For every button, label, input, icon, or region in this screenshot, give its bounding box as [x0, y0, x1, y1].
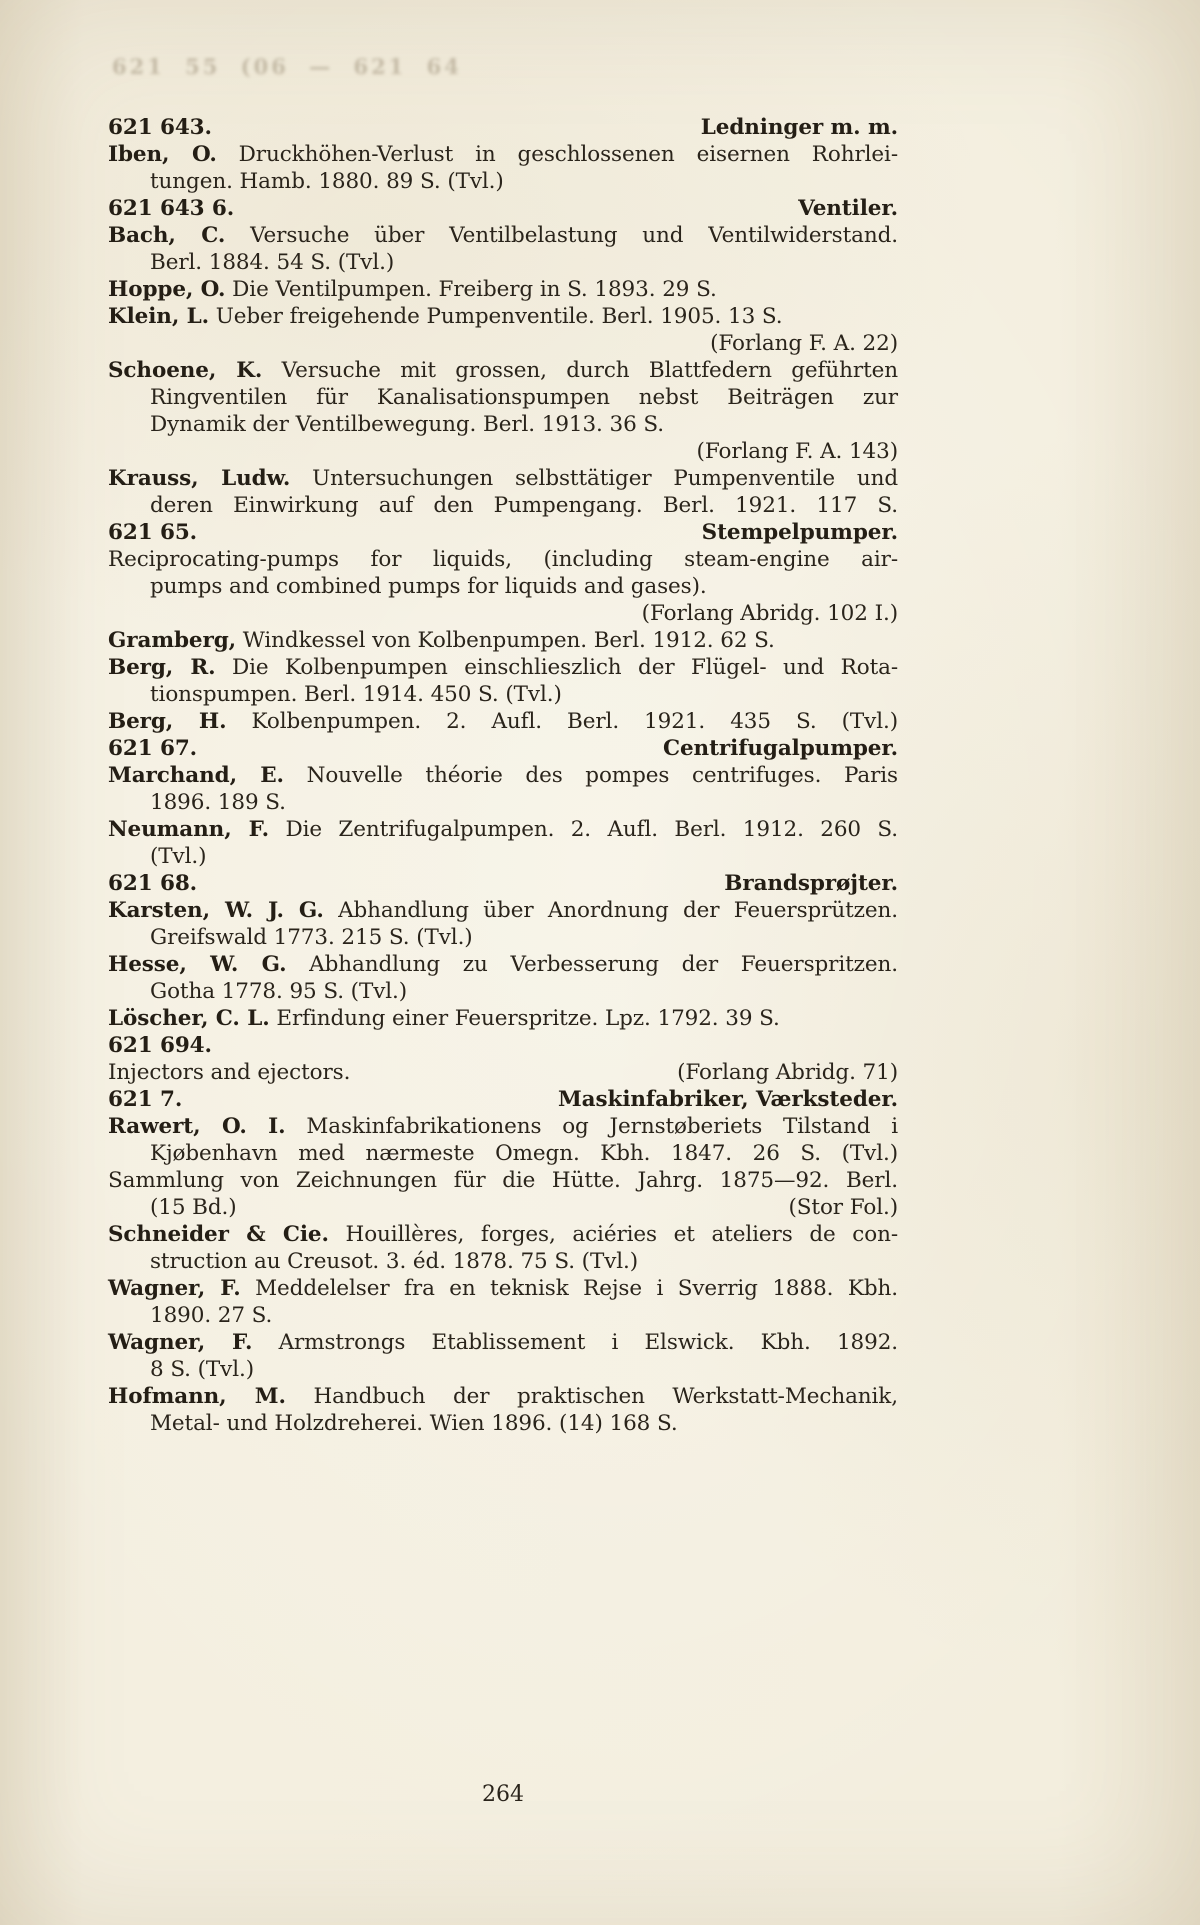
entry-line [108, 357, 898, 384]
body-text: Die Zentrifugalpumpen. 2. Aufl. Berl. 1912. 260 S. [269, 817, 898, 842]
bold-text: Löscher, C. L. [108, 1006, 270, 1031]
entry-line [108, 789, 898, 816]
entry-line [108, 1248, 898, 1275]
bold-text: Gramberg, [108, 628, 237, 653]
line-right [677, 1059, 898, 1086]
bold-text: 621 643. [108, 115, 212, 140]
bold-text: Wagner, F. [108, 1276, 241, 1301]
body-text: Ueber freigehende Pumpenventile. Berl. 1905. 13 S. [209, 304, 783, 329]
body-text: tionspumpen. Berl. 1914. 450 S. (Tvl.) [150, 682, 562, 707]
bleedthrough-ghost-text: 621 55 (06 — 621 64 [112, 54, 462, 79]
section-heading-line [108, 114, 898, 141]
bold-text: Klein, L. [108, 304, 210, 329]
body-text: Kolbenpumpen. 2. Aufl. Berl. 1921. 435 S. (Tvl.) [226, 709, 898, 734]
entry-line [108, 1275, 898, 1302]
body-text: 1896. 189 S. [150, 790, 286, 815]
line-left [108, 114, 212, 141]
body-text: Kjøbenhavn med nærmeste Omegn. Kbh. 1847. 26 S. (Tvl.) [150, 1141, 898, 1166]
line-right [724, 870, 898, 897]
entry-line [108, 492, 898, 519]
body-text: Berl. 1884. 54 S. (Tvl.) [150, 250, 395, 275]
bold-text: Krauss, Ludw. [108, 466, 291, 491]
bold-text: Ledninger m. m. [700, 115, 898, 140]
bold-text: 621 68. [108, 871, 198, 896]
body-text: (Forlang F. A. 22) [710, 331, 898, 356]
body-text: Windkessel von Kolbenpumpen. Berl. 1912. 62 S. [236, 628, 775, 653]
reference-line [108, 600, 898, 627]
entry-line [108, 411, 898, 438]
entry-line [108, 222, 898, 249]
entry-line [108, 951, 898, 978]
body-text: deren Einwirkung auf den Pumpengang. Berl. 1921. 117 S. [150, 493, 898, 518]
split-line [108, 1059, 898, 1086]
line-left [108, 1086, 182, 1113]
body-text: Maskinfabrikationens og Jernstøberiets Tilstand i [285, 1114, 899, 1139]
bold-text: 621 65. [108, 520, 198, 545]
section-heading-line [108, 195, 898, 222]
entry-line [108, 303, 898, 330]
entry-line [108, 1167, 898, 1194]
entry-line [108, 978, 898, 1005]
entry-line [108, 249, 898, 276]
body-text: Erfindung einer Feuerspritze. Lpz. 1792. 39 S. [269, 1006, 780, 1031]
section-heading-line [108, 519, 898, 546]
body-text: Untersuchungen selbsttätiger Pumpenventile und [290, 466, 898, 491]
body-text: Versuche über Ventilbelastung und Ventilwiderstand. [225, 223, 898, 248]
entry-line [108, 546, 898, 573]
line-right [558, 1086, 898, 1113]
entry-line [108, 168, 898, 195]
body-text: Dynamik der Ventilbewegung. Berl. 1913. 36 S. [150, 412, 665, 437]
body-text: Die Kolbenpumpen einschlieszlich der Flügel- und Rota- [215, 655, 898, 680]
bold-text: Rawert, O. I. [108, 1114, 286, 1139]
body-text: Houillères, forges, aciéries et ateliers de con- [328, 1222, 898, 1247]
line-right [702, 519, 898, 546]
line-left [108, 195, 234, 222]
bold-text: Berg, R. [108, 655, 216, 680]
bold-text: Marchand, E. [108, 763, 284, 788]
body-text: Sammlung von Zeichnungen für die Hütte. Jahrg. 1875—92. Berl. [108, 1168, 898, 1193]
entry-line [108, 1113, 898, 1140]
reference-line [108, 330, 898, 357]
split-line [108, 1194, 898, 1221]
line-left [108, 870, 197, 897]
body-text: Abhandlung zu Verbesserung der Feuerspritzen. [286, 952, 898, 977]
body-text: Meddelelser fra en teknisk Rejse i Sverrig 1888. Kbh. [240, 1276, 898, 1301]
entry-line [108, 384, 898, 411]
bold-text: Schoene, K. [108, 358, 263, 383]
section-heading-line [108, 735, 898, 762]
entry-line [108, 1140, 898, 1167]
page-number: 264 [482, 1782, 524, 1807]
entry-line [108, 708, 898, 735]
bold-text: 621 643 6. [108, 196, 235, 221]
line-right [663, 735, 898, 762]
entry-line [108, 1329, 898, 1356]
body-text: Handbuch der praktischen Werkstatt-Mechanik, [285, 1384, 898, 1409]
bold-text: 621 694. [108, 1033, 212, 1058]
body-text: Nouvelle théorie des pompes centrifuges. Paris [283, 763, 898, 788]
line-left [150, 1194, 237, 1221]
entry-line [108, 1032, 898, 1059]
bold-text: Stempelpumper. [701, 520, 898, 545]
body-text: 8 S. (Tvl.) [150, 1357, 255, 1382]
line-right [798, 195, 898, 222]
body-text: tungen. Hamb. 1880. 89 S. (Tvl.) [150, 169, 504, 194]
body-text: Abhandlung über Anordnung der Feuersprützen. [323, 898, 898, 923]
body-text: Injectors and ejectors. [108, 1060, 351, 1085]
entry-line [108, 843, 898, 870]
bold-text: Ventiler. [798, 196, 898, 221]
entry-line [108, 897, 898, 924]
body-text: pumps and combined pumps for liquids and gases). [150, 574, 707, 599]
entry-line [108, 1383, 898, 1410]
body-text: (Forlang Abridg. 71) [677, 1060, 898, 1085]
reference-line [108, 438, 898, 465]
line-right [701, 114, 898, 141]
body-text: (Stor Fol.) [788, 1195, 898, 1220]
body-text: Versuche mit grossen, durch Blattfedern geführten [262, 358, 898, 383]
bold-text: 621 67. [108, 736, 198, 761]
body-text: (Tvl.) [150, 844, 207, 869]
catalog-text-block [108, 114, 898, 1437]
line-right [789, 1194, 899, 1221]
section-heading-line [108, 1086, 898, 1113]
entry-line [108, 1356, 898, 1383]
body-text: 1890. 27 S. [150, 1303, 273, 1328]
section-heading-line [108, 870, 898, 897]
body-text: (Forlang F. A. 143) [696, 439, 898, 464]
entry-line [108, 762, 898, 789]
bold-text: Schneider & Cie. [108, 1222, 329, 1247]
body-text: (15 Bd.) [150, 1195, 237, 1220]
entry-line [108, 1302, 898, 1329]
line-left [108, 735, 197, 762]
entry-line [108, 681, 898, 708]
bold-text: Brandsprøjter. [724, 871, 898, 896]
body-text: Greifswald 1773. 215 S. (Tvl.) [150, 925, 473, 950]
entry-line [108, 627, 898, 654]
bold-text: 621 7. [108, 1087, 183, 1112]
entry-line [108, 573, 898, 600]
body-text: Gotha 1778. 95 S. (Tvl.) [150, 979, 408, 1004]
body-text: Ringventilen für Kanalisationspumpen nebst Beiträgen zur [150, 385, 898, 410]
bold-text: Iben, O. [108, 142, 217, 167]
entry-line [108, 1410, 898, 1437]
entry-line [108, 141, 898, 168]
bold-text: Berg, H. [108, 709, 227, 734]
line-left [108, 1059, 350, 1086]
entry-line [108, 924, 898, 951]
bold-text: Centrifugalpumper. [662, 736, 898, 761]
bold-text: Hesse, W. G. [108, 952, 287, 977]
entry-line [108, 465, 898, 492]
bold-text: Wagner, F. [108, 1330, 253, 1355]
body-text: Die Ventilpumpen. Freiberg in S. 1893. 29 S. [225, 277, 717, 302]
bold-text: Bach, C. [108, 223, 226, 248]
entry-line [108, 654, 898, 681]
bold-text: Maskinfabriker, Værksteder. [557, 1087, 898, 1112]
entry-line [108, 276, 898, 303]
entry-line [108, 1221, 898, 1248]
entry-line [108, 816, 898, 843]
line-left [108, 519, 197, 546]
bold-text: Hoppe, O. [108, 277, 226, 302]
body-text: Reciprocating-pumps for liquids, (including steam-engine air- [108, 547, 898, 572]
entry-line [108, 1005, 898, 1032]
body-text: Armstrongs Etablissement i Elswick. Kbh. 1892. [252, 1330, 899, 1355]
bold-text: Karsten, W. J. G. [108, 898, 324, 923]
body-text: Druckhöhen-Verlust in geschlossenen eisernen Rohrlei- [216, 142, 898, 167]
body-text: Metal- und Holzdreherei. Wien 1896. (14) 168 S. [150, 1411, 678, 1436]
bold-text: Neumann, F. [108, 817, 270, 842]
body-text: (Forlang Abridg. 102 I.) [641, 601, 898, 626]
body-text: struction au Creusot. 3. éd. 1878. 75 S. (Tvl.) [150, 1249, 639, 1274]
bold-text: Hofmann, M. [108, 1384, 286, 1409]
